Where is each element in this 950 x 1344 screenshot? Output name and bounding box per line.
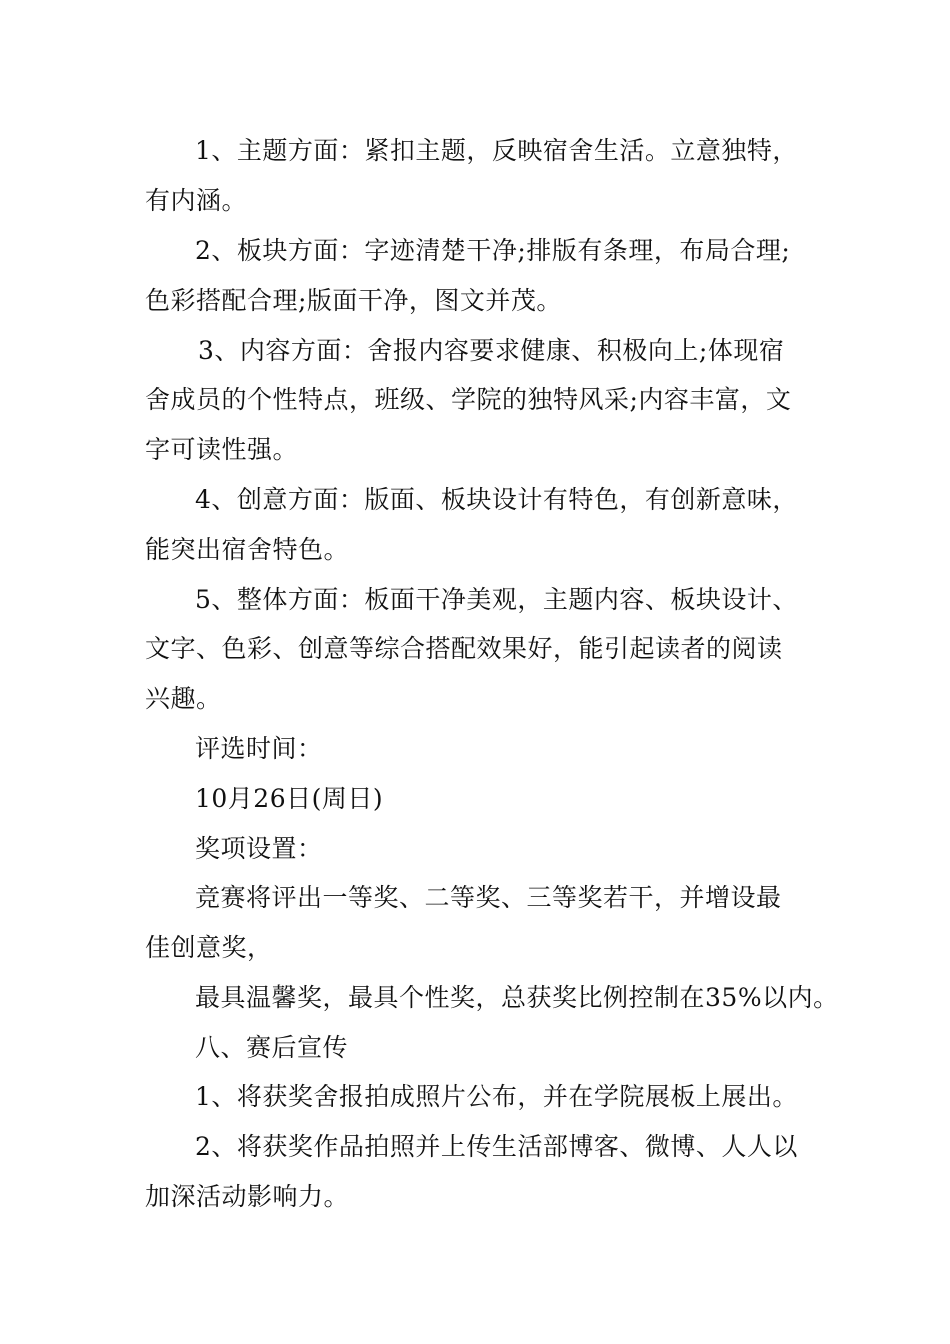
text-line: 竞赛将评出一等奖、二等奖、三等奖若干，并增设最 xyxy=(195,883,782,912)
text-line: 文字、色彩、创意等综合搭配效果好，能引起读者的阅读 xyxy=(145,634,783,663)
text-line: 兴趣。 xyxy=(145,684,222,713)
text-line: 评选时间： xyxy=(195,734,323,763)
text-line: 2、将获奖作品拍照并上传生活部博客、微博、人人以 xyxy=(195,1132,798,1161)
text-line: 色彩搭配合理;版面干净，图文并茂。 xyxy=(145,286,562,315)
text-line: 2、板块方面：字迹清楚干净;排版有条理，布局合理; xyxy=(195,236,791,265)
text-line: 能突出宿舍特色。 xyxy=(145,535,350,564)
text-line: 有内涵。 xyxy=(145,186,248,215)
text-line: 奖项设置： xyxy=(195,834,323,863)
text-line: 佳创意奖， xyxy=(145,933,273,962)
text-line: 4、创意方面：版面、板块设计有特色，有创新意味， xyxy=(195,485,798,514)
text-line: 5、整体方面：板面干净美观，主题内容、板块设计、 xyxy=(195,585,798,614)
text-line: 10月26日(周日) xyxy=(195,784,384,813)
text-line: 八、赛后宣传 xyxy=(195,1033,349,1062)
text-line: 3、内容方面：舍报内容要求健康、积极向上;体现宿 xyxy=(198,336,785,365)
text-line: 舍成员的个性特点，班级、学院的独特风采;内容丰富，文 xyxy=(145,385,792,414)
text-line: 1、将获奖舍报拍成照片公布，并在学院展板上展出。 xyxy=(195,1082,798,1111)
text-line: 字可读性强。 xyxy=(145,435,299,464)
text-line: 加深活动影响力。 xyxy=(145,1182,350,1211)
text-line: 最具温馨奖，最具个性奖，总获奖比例控制在35%以内。 xyxy=(195,983,839,1012)
text-line: 1、主题方面：紧扣主题，反映宿舍生活。立意独特， xyxy=(195,136,798,165)
